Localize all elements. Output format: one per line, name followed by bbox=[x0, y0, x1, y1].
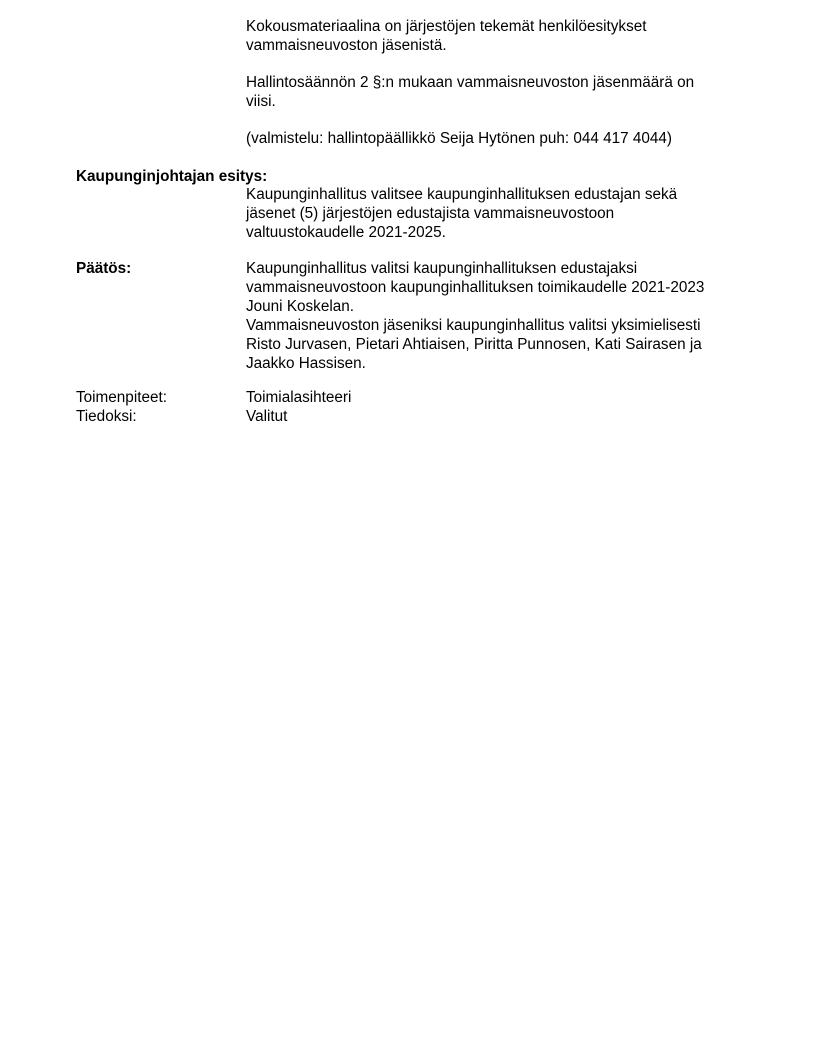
notice-label: Tiedoksi: bbox=[76, 408, 137, 425]
text-line: valtuustokaudelle 2021-2025. bbox=[246, 224, 446, 241]
actions-label: Toimenpiteet: bbox=[76, 389, 167, 406]
text-line: Risto Jurvasen, Pietari Ahtiaisen, Piritta Punnosen, Kati Sairasen ja bbox=[246, 336, 702, 353]
text-line: Kaupunginhallitus valitsi kaupunginhallituksen edustajaksi bbox=[246, 260, 638, 277]
text-line: Vammaisneuvoston jäseniksi kaupunginhallitus valitsi yksimielisesti bbox=[246, 317, 701, 334]
text-line: Kaupunginhallitus valitsee kaupunginhallituksen edustajan sekä bbox=[246, 186, 678, 203]
text-line: Jouni Koskelan. bbox=[246, 298, 354, 315]
text-line: Hallintosäännön 2 §:n mukaan vammaisneuvoston jäsenmäärä on bbox=[246, 74, 695, 91]
intro-paragraph-preparer bbox=[246, 129, 746, 148]
actions-value: Toimialasihteeri bbox=[246, 389, 352, 406]
text-line: vammaisneuvostoon kaupunginhallituksen toimikaudelle 2021-2023 bbox=[246, 279, 705, 296]
intro-paragraph-member-count bbox=[246, 73, 746, 111]
proposal-heading: Kaupunginjohtajan esitys: bbox=[76, 168, 268, 185]
proposal-text bbox=[246, 185, 746, 242]
text-line: Kokousmateriaalina on järjestöjen tekemät henkilöesitykset bbox=[246, 18, 647, 35]
decision-text bbox=[246, 259, 746, 373]
text-line: (valmistelu: hallintopäällikkö Seija Hytönen puh: 044 417 4044) bbox=[246, 130, 673, 147]
text-line: Jaakko Hassisen. bbox=[246, 355, 366, 372]
notice-value: Valitut bbox=[246, 408, 288, 425]
decision-label: Päätös: bbox=[76, 260, 132, 277]
intro-paragraph-materials bbox=[246, 17, 746, 55]
text-line: vammaisneuvoston jäsenistä. bbox=[246, 37, 447, 54]
text-line: viisi. bbox=[246, 93, 276, 110]
text-line: jäsenet (5) järjestöjen edustajista vammaisneuvostoon bbox=[246, 205, 615, 222]
